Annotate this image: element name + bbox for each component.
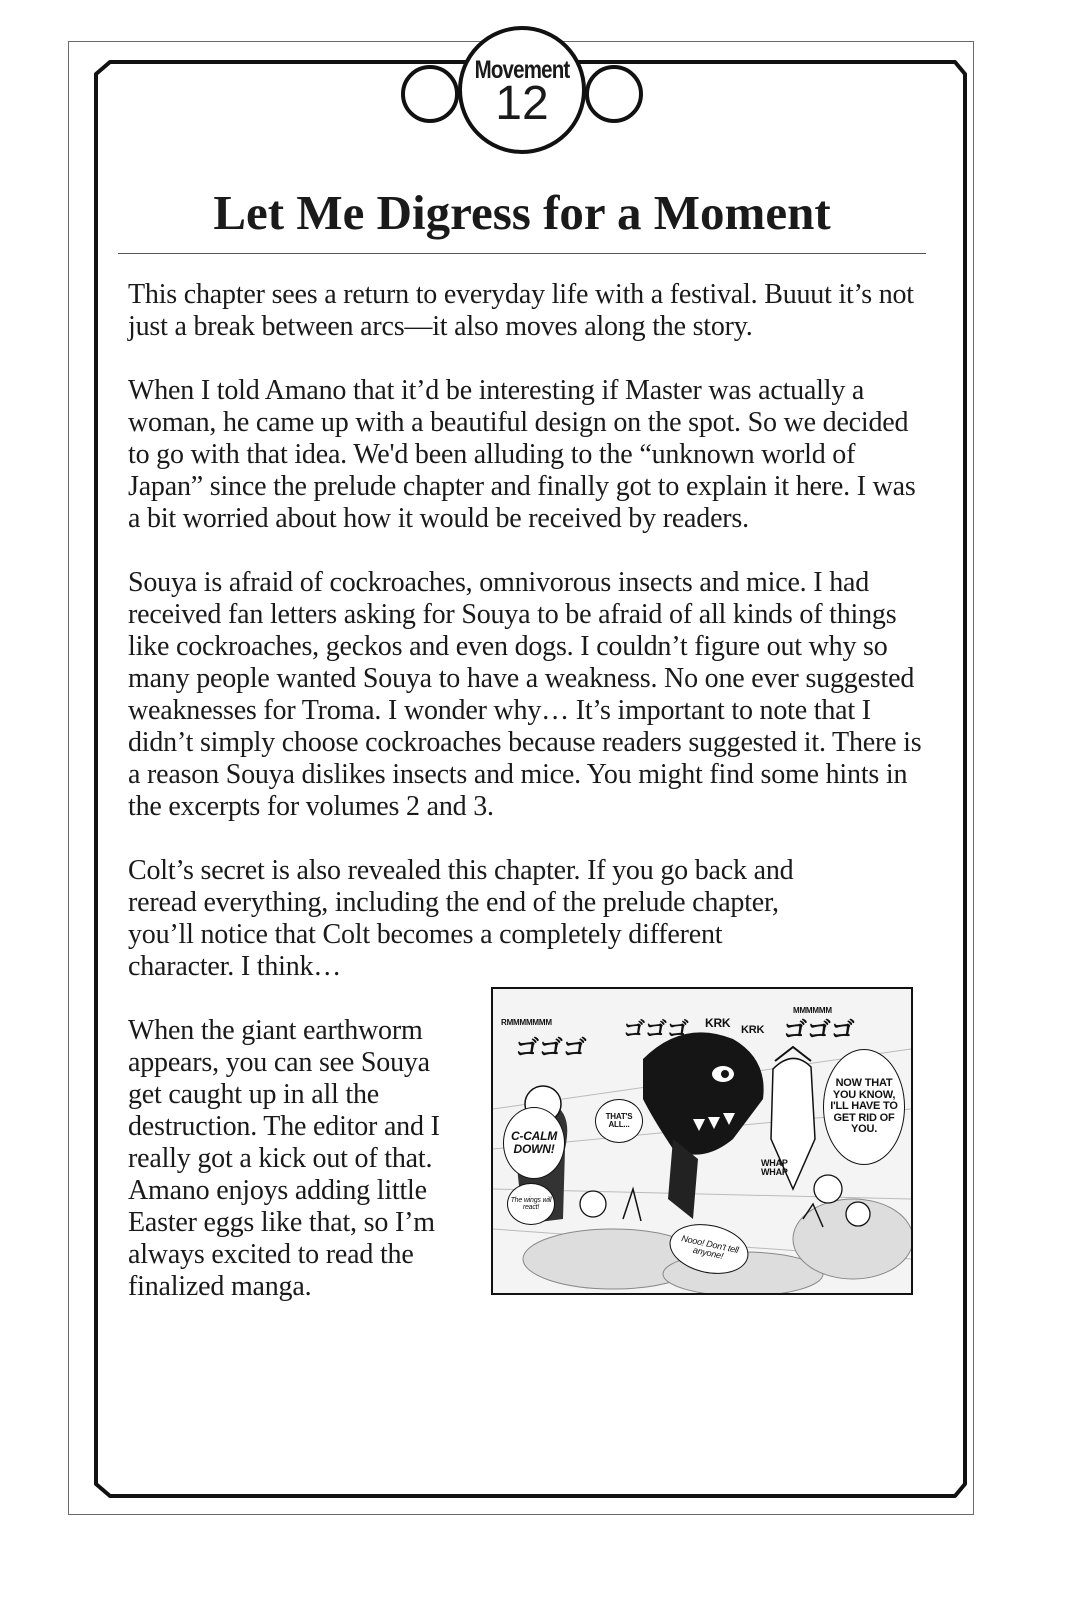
paragraph-colt-intro [128,855,828,983]
speech-bubble-wings-react: The wings will react! [507,1183,555,1225]
sfx-rumble-right: MMMMMM [793,1006,832,1015]
chapter-title: Let Me Digress for a Moment [213,185,831,240]
manga-panel [491,987,913,1295]
sfx-whap: WHAP WHAP [761,1158,788,1177]
speech-bubble-now-that-you-know: NOW THAT YOU KNOW, I'LL HAVE TO GET RID OF YOU. [823,1049,905,1165]
title-divider [118,253,926,254]
chapter-badge [460,28,584,152]
sfx-go-right: ゴゴゴ [783,1017,855,1044]
speech-bubble-thats-all: THAT'S ALL... [595,1099,643,1143]
sfx-rumble-left: RMMMMMMM [501,1018,552,1027]
badge-label: Movement [474,56,570,84]
sfx-krk-2: KRK [741,1024,765,1036]
sfx-go-left: ゴゴゴ [515,1035,587,1062]
chapter-number: 12 [495,77,549,130]
body-text [128,279,928,1335]
paragraph-master: When I told Amano that it’d be interesting if Master was actually a woman, he came up with a beautiful design on the spot. So we decided to go with that idea. We'd been alluding to the “unknown world of Japan” since the prelude chapter and finally got to explain it here. I was a bit worried about how it would be received by readers. [128,375,916,534]
sfx-krk-1: KRK [705,1016,731,1030]
sfx-go-center: ゴゴゴ [623,1017,689,1042]
paragraph-colt-text: Colt’s secret is also revealed this chapter. If you go back and reread everything, including the end of the prelude chapter, you’ll notice that Colt becomes a completely different character. I think… [128,855,794,982]
paragraph-festival: This chapter sees a return to everyday life with a festival. Buuut it’s not just a break between arcs—it also moves along the story. [128,279,914,342]
paragraph-souya: Souya is afraid of cockroaches, omnivorous insects and mice. I had received fan letters asking for Souya to be afraid of all kinds of things like cockroaches, geckos and even dogs. I couldn’t figure out why so many people wanted Souya to have a weakness. No one ever suggested weaknesses for Troma. I wonder why… It’s important to note that I didn’t simply choose cockroaches because readers suggested it. There is a reason Souya dislikes insects and mice. You might find some hints in the excerpts for volumes 2 and 3. [128,567,922,822]
speech-bubble-calm-down: C-CALM DOWN! [503,1107,565,1179]
paragraph-earthworm: When the giant earthworm appears, you can see Souya get caught up in all the destruction. The editor and I really got a kick out of that. Amano enjoys adding little Easter eggs like that, so I’m always excited to read the finalized manga. [128,1015,440,1302]
speech-bubble-dont-tell: Nooo! Don't tell anyone! [665,1217,753,1281]
